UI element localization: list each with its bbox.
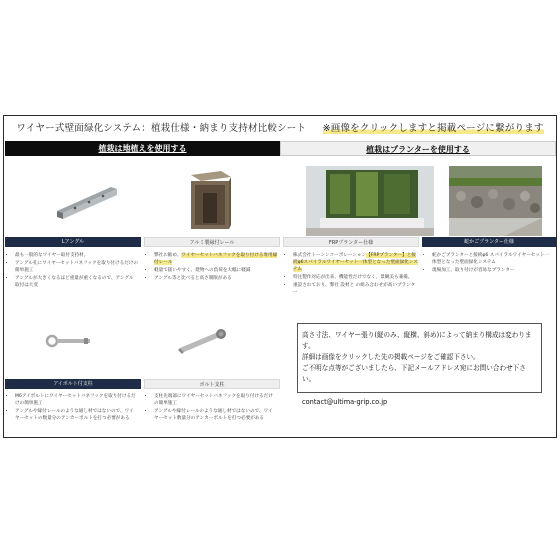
desc-aluminum-rail: • 弊社お勧め。ワイヤーセットバネフックを取り付ける専用縁付レール • 軽量で扱いやすく、建物への負荷を大幅に軽減 • アングル等と比べると高さ制限がある <box>147 252 279 283</box>
desc-bolt-post: • 支柱先端部にワイヤーセットバネフックを取り付けるだけの簡単施工 • アングルや縁付レールのような通し材ではないので、ワイヤーセット数量分のアンカーボルトを打つ必要がある <box>147 393 277 423</box>
label-l-angle: Lアングル <box>5 237 141 247</box>
gabion-planter-image[interactable] <box>449 166 542 236</box>
aluminum-rail-image[interactable] <box>167 166 255 236</box>
tab-planter[interactable]: 植栽はプランターを使用する <box>280 141 556 156</box>
notice-line-3: ご不明な点等がございましたら、下記メールアドレス宛にお問い合わせ下さい。 <box>302 364 526 383</box>
contact-email[interactable]: contact@ultima-grip.co.jp <box>302 398 388 406</box>
desc-l-angle: • 最も一般的なワイヤー取付支持材。 • アングル孔にワイヤーセットバネフックを取り付けるだけの簡単施工 • アングルが大きくなるほど重量が重くなるので、アングル取付は大変 <box>8 252 138 290</box>
desc-gabion-planter: • 蛇かごプランターと接続φ6 スパイラルワイヤーセット一体型となった壁面緑化システム • 現場加工、取り付けが容易なプランター <box>425 252 553 275</box>
l-angle-image[interactable] <box>54 166 119 236</box>
label-bolt-post: ボルト支柱 <box>144 379 280 389</box>
sheet-title <box>4 120 556 134</box>
notice-line-2: 詳細は画像をクリックした先の掲載ページをご確認下さい。 <box>302 353 480 361</box>
bolt-post-image[interactable] <box>167 306 237 376</box>
desc-eyebolt-post: • M6アイボルトにワイヤーセットバネフックを取り付けるだけの簡単施工 • アングルや縁付レールのような通し材ではないので、ワイヤーセットの数量分のアンカーボルトを打つ必要がある <box>8 393 138 423</box>
eyebolt-post-image[interactable] <box>34 306 104 376</box>
title-note: ※画像をクリックしますと掲載ページに繋がります <box>322 123 544 134</box>
notice-line-1: 高さ寸法、ワイヤー張り(縦のみ、縦横、斜め)によって納まり構成は変わります。 <box>302 331 532 350</box>
tab-ground-planting[interactable]: 植栽は地植えを使用する <box>5 141 280 156</box>
title-main: ワイヤー式壁面緑化システム：植栽仕様・納まり支持材比較シート <box>16 123 307 134</box>
desc-frp-planter: • 株式会社トーシンコーポレーション【FRPプランター】と接続φ6スパイラルワイヤーセット一体型となった壁面緑化システム • 特注製作対応が出来、機能性だけでなく、景観美も兼備。 • 重設されており、弊社 設材と の組み合わせが高いプランター <box>286 252 418 297</box>
notice-box <box>297 323 542 406</box>
label-eyebolt-post: アイボルト付支柱 <box>5 379 141 389</box>
frp-planter-image[interactable] <box>306 166 434 236</box>
label-gabion-planter: 蛇かごプランター仕様 <box>422 237 556 247</box>
label-aluminum-rail: アルミ製縁付レール <box>144 237 280 247</box>
label-frp-planter: FRPプランター仕様 <box>283 237 419 247</box>
